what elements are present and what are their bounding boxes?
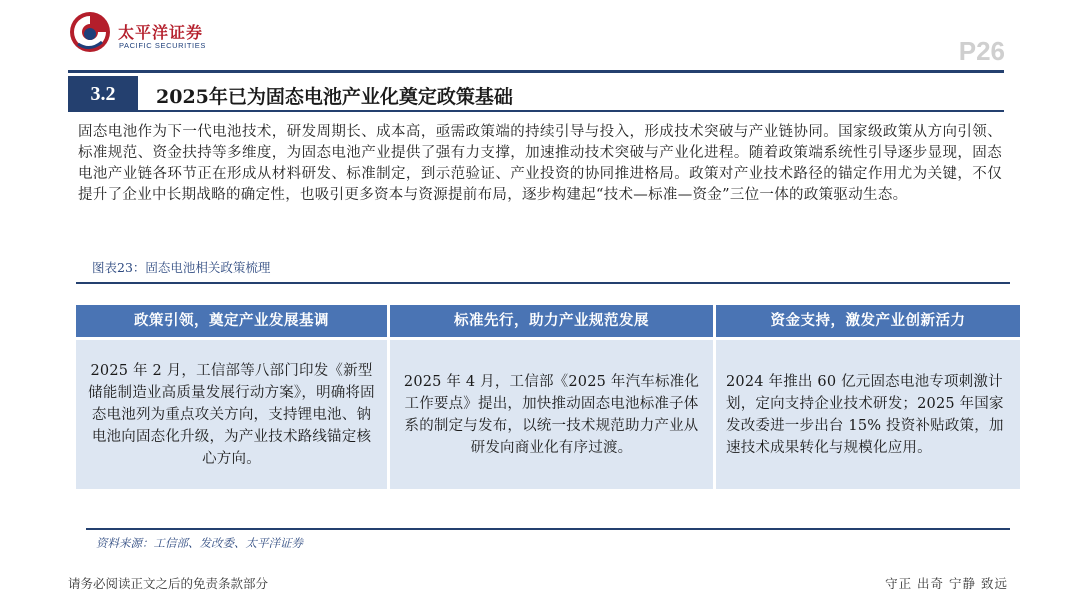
company-motto: 守正 出奇 宁静 致远 (885, 576, 1008, 591)
policy-column-funding (716, 305, 1020, 489)
pacific-securities-logo-icon (68, 10, 112, 54)
disclaimer-note: 请务必阅读正文之后的免责条款部分 (68, 576, 269, 591)
policy-cell-standards (390, 340, 713, 489)
policy-column-standards (390, 305, 713, 489)
section-bottom-rule (138, 110, 1004, 112)
source-rule (86, 528, 1010, 530)
section-title-bar (68, 70, 1004, 114)
section-title: 2025年已为固态电池产业化奠定政策基础 (156, 86, 513, 108)
policy-text-guidance: 2025 年 2 月，工信部等八部门印发《新型储能制造业高质量发展行动方案》，明确将固态电池列为重点攻关方向，支持锂电池、钠电池向固态化升级，为产业技术路线锚定核心方向。 (88, 362, 375, 467)
policy-cell-guidance (76, 340, 387, 489)
policy-text-standards: 2025 年 4 月，工信部《2025 年汽车标准化工作要点》提出，加快推动固态电池标准子体系的制定与发布，以统一技术规范助力产业从研发向商业化有序过渡。 (403, 373, 700, 456)
intro-paragraph: 固态电池作为下一代电池技术，研发周期长、成本高，亟需政策端的持续引导与投入，形成技术突破与产业链协同。国家级政策从方向引领、标准规范、资金扶持等多维度，为固态电池产业提供了强有力支撑，加速推动技术突破与产业化进程。随着政策端系统性引导逐步显现，固态电池产业链各环节正在形成从材料研发、标准制定，到示范验证、产业投资的协同推进格局。政策对产业技术路径的锚定作用尤为关键，不仅提升了企业中长期战略的确定性，也吸引更多资本与资源提前布局，逐步构建起“技术—标准—资金”三位一体的政策驱动生态。 (78, 124, 1002, 203)
company-logo (68, 10, 228, 58)
policy-column-guidance (76, 305, 387, 489)
policy-cell-funding (716, 340, 1020, 489)
figure-label: 图表23：固态电池相关政策梳理 (92, 260, 271, 275)
section-top-rule (68, 70, 1004, 73)
section-number: 3.2 (68, 76, 138, 112)
policy-header-guidance: 政策引领，奠定产业发展基调 (76, 305, 387, 337)
policy-text-funding: 2024 年推出 60 亿元固态电池专项刺激计划，定向支持企业技术研发；2025 年国家发改委进一步出台 15% 投资补贴政策，加速技术成果转化与规模化应用。 (726, 373, 1004, 456)
source-note: 资料来源：工信部、发改委、太平洋证券 (96, 536, 303, 550)
logo-english-name: PACIFIC SECURITIES (119, 41, 206, 50)
page-number: P26 (958, 36, 1005, 66)
policy-table (76, 305, 1020, 489)
policy-header-standards: 标准先行，助力产业规范发展 (390, 305, 713, 337)
logo-chinese-name: 太平洋证券 (118, 23, 204, 42)
policy-header-funding: 资金支持，激发产业创新活力 (716, 305, 1020, 337)
figure-top-rule (76, 282, 1010, 284)
